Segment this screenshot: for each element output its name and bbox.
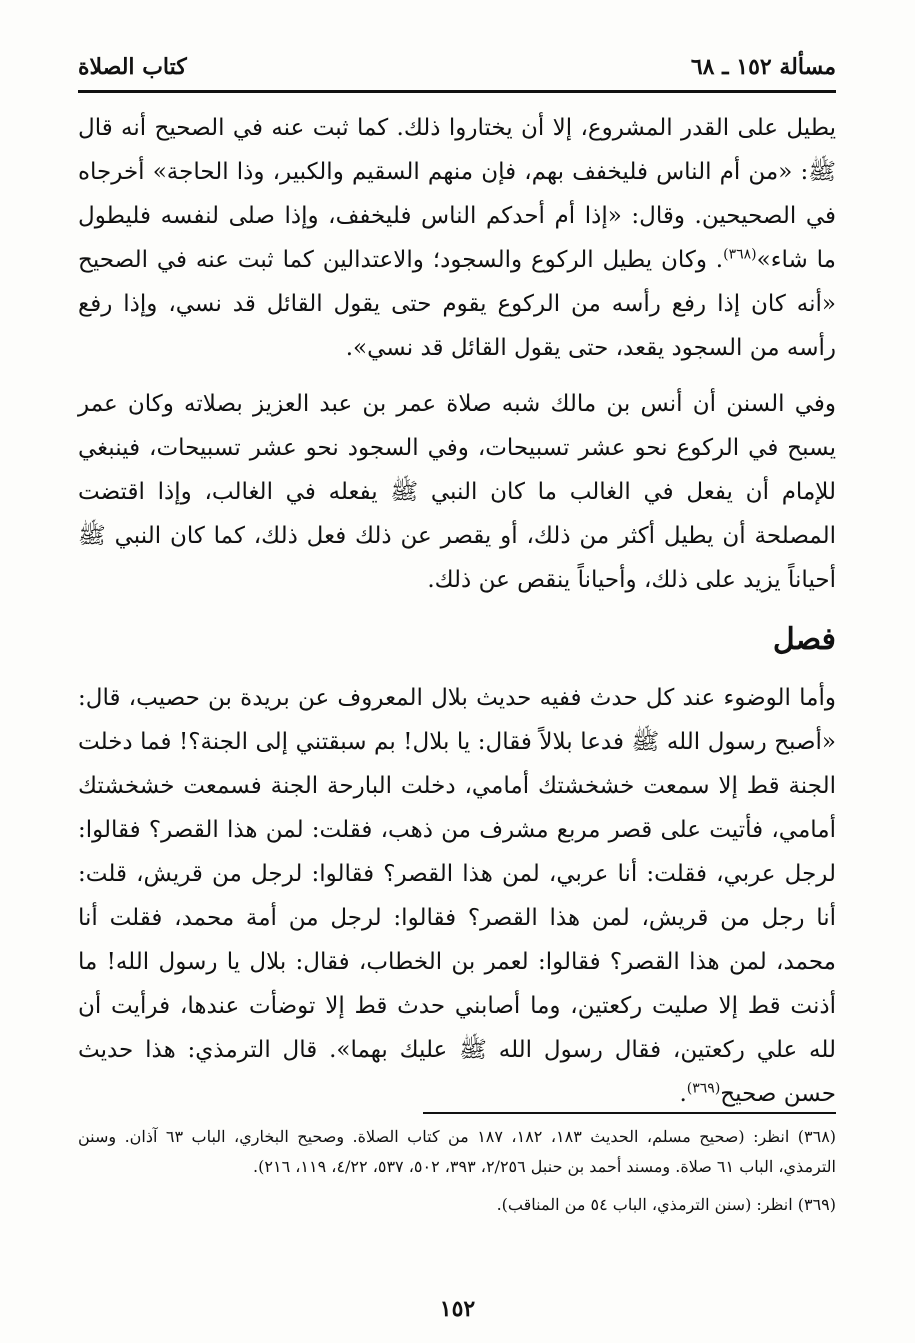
footnote-divider xyxy=(423,1112,836,1114)
footnote-ref-369: (٣٦٩) xyxy=(686,1080,721,1097)
footnote-368: (٣٦٨) انظر: (صحيح مسلم، الحديث ١٨٣، ١٨٢، ١٨٧ من كتاب الصلاة. وصحيح البخاري، الباب ٦٣ آذان. وسنن الترمذي، الباب ٦١ صلاة. ومسند أحمد بن حنبل ٢/٢٥٦، ٣٩٣، ٥٠٢، ٥٣٧، ٤/٢٢، ١١٩، ٢١٦). xyxy=(78,1127,837,1176)
footnote-369: (٣٦٩) انظر: (سنن الترمذي، الباب ٥٤ من المناقب). xyxy=(496,1195,836,1214)
main-text xyxy=(78,106,836,1128)
paragraph-3: وأما الوضوء عند كل حدث ففيه حديث بلال المعروف عن بريدة بن حصيب، قال: «أصبح رسول الله ﷺ فدعا بلالاً فقال: يا بلال! بم سبقتني إلى الجنة؟! فما دخلت الجنة قط إلا سمعت خشخشتك أمامي، دخلت البارحة الجنة فسمعت خشخشتك أمامي، فأتيت على قصر مربع مشرف من ذهب، فقلت: لمن هذا القصر؟ فقالوا: لرجل عربي، فقلت: أنا عربي، لمن هذا القصر؟ فقالوا: لرجل من قريش، قلت: أنا رجل من قريش، لمن هذا القصر؟ فقالوا: لرجل من أمة محمد، فقلت أنا محمد، لمن هذا القصر؟ فقالوا: لعمر بن الخطاب، فقال: بلال يا رسول الله! ما أذنت قط إلا صليت ركعتين، وما أصابني حدث قط إلا توضأت عندها، فرأيت أن لله علي ركعتين، فقال رسول الله ﷺ عليك بهما». قال الترمذي: هذا حديث حسن صحيح$^{(٣٦٩)}$. xyxy=(78,685,836,1107)
footnote-ref-368: (٣٦٨) xyxy=(723,246,757,263)
footnotes xyxy=(78,1122,836,1228)
header-issue-number: مسألة ١٥٢ ـ ٦٨ xyxy=(690,54,836,80)
section-title: فصل xyxy=(772,622,836,657)
paragraph-2: وفي السنن أن أنس بن مالك شبه صلاة عمر بن عبد العزيز بصلاته وكان عمر يسبح في الركوع نحو عشر تسبيحات، وفي السجود نحو عشر تسبيحات، فينبغي للإمام أن يفعل في الغالب ما كان النبي ﷺ يفعله في الغالب، وإذا اقتضت المصلحة أن يطيل أكثر من ذلك، أو يقصر عن ذلك فعل ذلك، كما كان النبي ﷺ أحياناً يزيد على ذلك، وأحياناً ينقص عن ذلك. xyxy=(78,391,836,593)
running-header xyxy=(78,40,836,80)
paragraph-1: يطيل على القدر المشروع، إلا أن يختاروا ذلك. كما ثبت عنه في الصحيح أنه قال ﷺ: «من أم الناس فليخفف بهم، فإن منهم السقيم والكبير، وذا الحاجة» أخرجاه في الصحيحين. وقال: «إذا أم أحدكم الناس فليخفف، وإذا صلى لنفسه فليطول ما شاء»$^{(٣٦٨)}$. وكان يطيل الركوع والسجود؛ والاعتدالين كما ثبت عنه في الصحيح «أنه كان إذا رفع رأسه من الركوع يقوم حتى يقول القائل قد نسي، وإذا رفع رأسه من السجود يقعد، حتى يقول القائل قد نسي». xyxy=(78,115,836,361)
page-number: ١٥٢ xyxy=(439,1296,476,1322)
header-book-title: كتاب الصلاة xyxy=(78,54,187,80)
header-divider xyxy=(78,90,836,93)
